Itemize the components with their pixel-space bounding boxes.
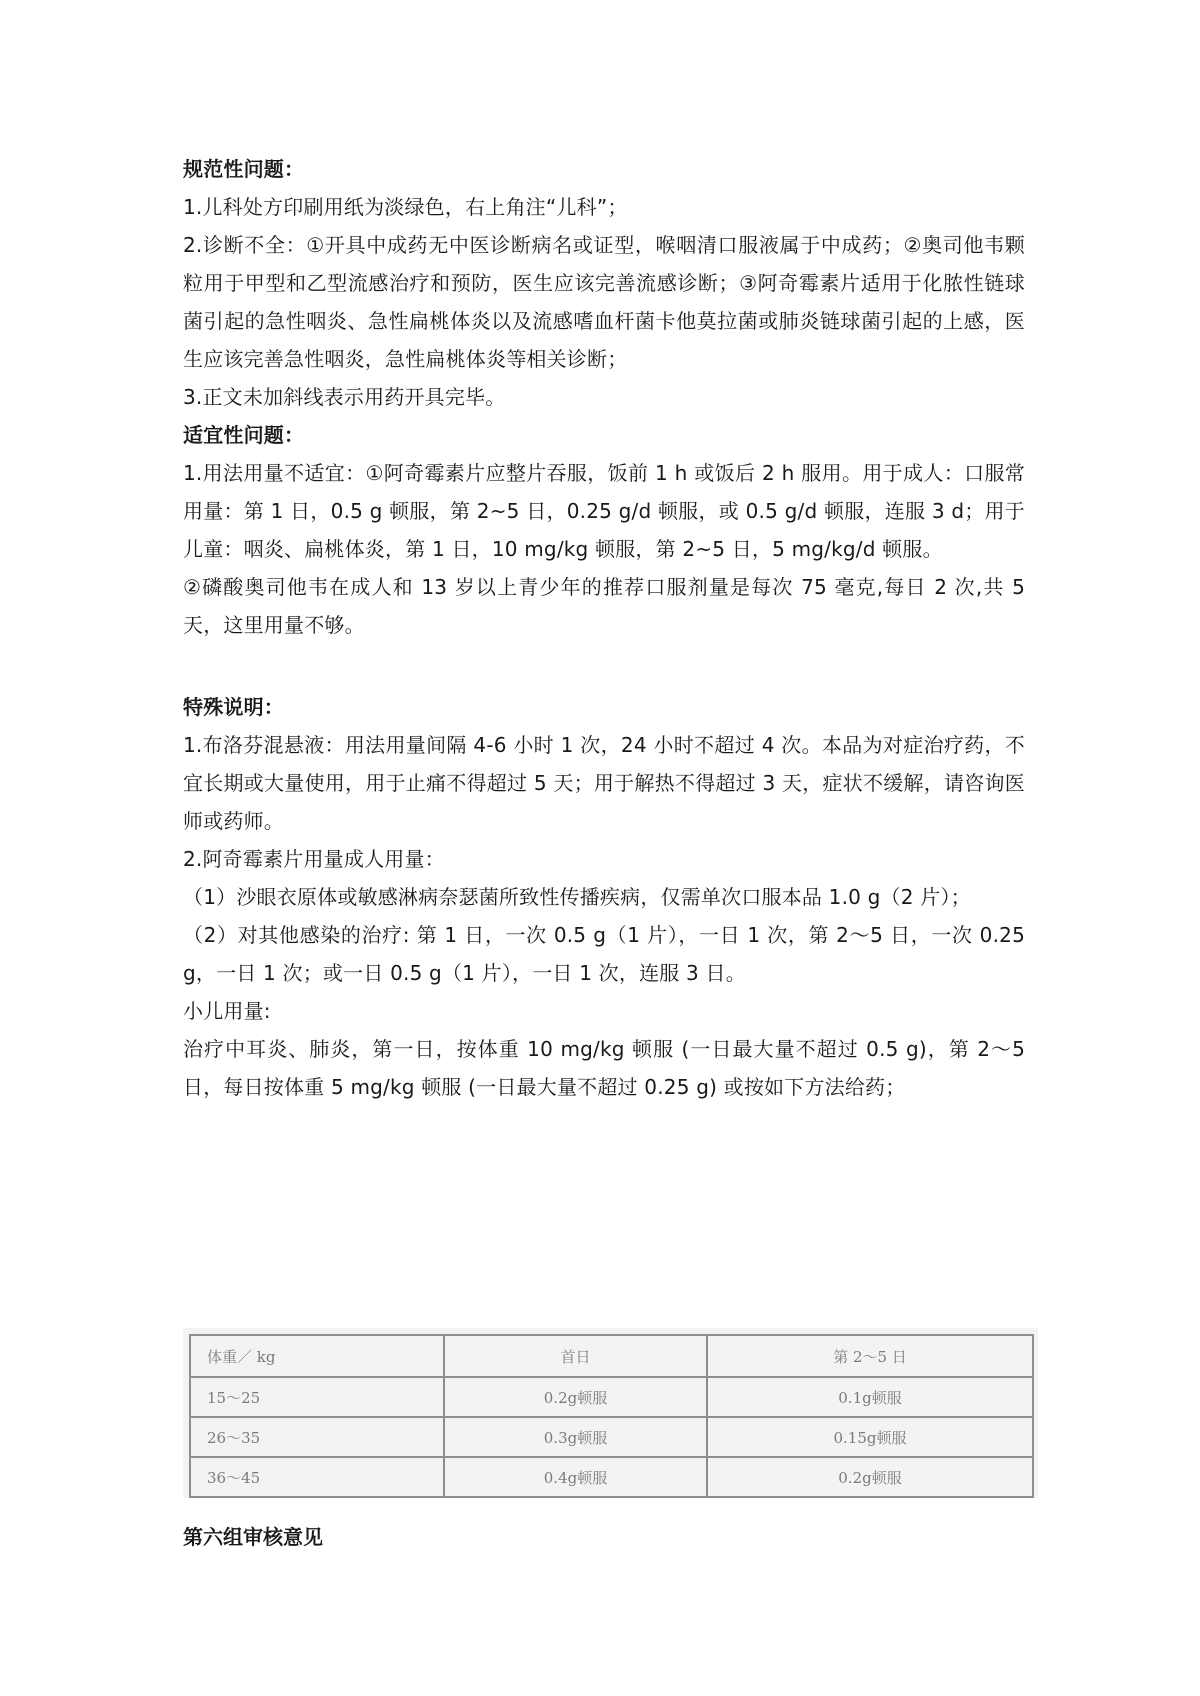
section-heading-special-notes: 特殊说明： — [183, 695, 284, 719]
footer-heading: 第六组审核意见 — [183, 1525, 323, 1549]
table-header-cell: 第 2～5 日 — [707, 1335, 1033, 1377]
paragraph: 3.正文未加斜线表示用药开具完毕。 — [183, 385, 506, 409]
paragraph: ②磷酸奥司他韦在成人和 13 岁以上青少年的推荐口服剂量是每次 75 毫克,每日 2 次,共 5 天，这里用量不够。 — [183, 575, 1025, 637]
table-header-cell: 首日 — [444, 1335, 707, 1377]
dose-table — [189, 1334, 1034, 1498]
paragraph: 2.阿奇霉素片用量成人用量： — [183, 847, 445, 871]
paragraph: 2.诊断不全：①开具中成药无中医诊断病名或证型，喉咽清口服液属于中成药；②奥司他韦颗粒用于甲型和乙型流感治疗和预防，医生应该完善流感诊断；③阿奇霉素片适用于化脓性链球菌引起的急性咽炎、急性扁桃体炎以及流感嗜血杆菌卡他莫拉菌或肺炎链球菌引起的上感，医生应该完善急性咽炎，急性扁桃体炎等相关诊断； — [183, 233, 1025, 371]
table-cell: 0.15g顿服 — [707, 1417, 1033, 1457]
dose-table-image — [183, 1328, 1038, 1498]
table-cell: 0.1g顿服 — [707, 1377, 1033, 1417]
paragraph: （2）对其他感染的治疗: 第 1 日，一次 0.5 g（1 片），一日 1 次，第 2～5 日，一次 0.25 g，一日 1 次；或一日 0.5 g（1 片），一日 1 次，连服 3 日。 — [183, 923, 1025, 985]
table-row — [190, 1377, 1033, 1417]
spacer — [183, 644, 1025, 688]
paragraph: 小儿用量: — [183, 999, 271, 1023]
paragraph: （1）沙眼衣原体或敏感淋病奈瑟菌所致性传播疾病，仅需单次口服本品 1.0 g（2 片）； — [183, 885, 971, 909]
paragraph: 治疗中耳炎、肺炎，第一日，按体重 10 mg/kg 顿服 (一日最大量不超过 0.5 g)，第 2～5 日，每日按体重 5 mg/kg 顿服 (一日最大量不超过 0.25 g) 或按如下方法给药； — [183, 1037, 1025, 1099]
table-cell: 15～25 — [190, 1377, 444, 1417]
section-heading-suitability: 适宜性问题： — [183, 423, 305, 447]
paragraph: 1.布洛芬混悬液：用法用量间隔 4-6 小时 1 次，24 小时不超过 4 次。本品为对症治疗药，不宜长期或大量使用，用于止痛不得超过 5 天；用于解热不得超过 3 天，症状不缓解，请咨询医师或药师。 — [183, 733, 1025, 833]
table-cell: 0.3g顿服 — [444, 1417, 707, 1457]
table-cell: 36～45 — [190, 1457, 444, 1497]
document-body — [183, 150, 1025, 1106]
table-cell: 26～35 — [190, 1417, 444, 1457]
table-cell: 0.2g顿服 — [444, 1377, 707, 1417]
paragraph: 1.用法用量不适宜：①阿奇霉素片应整片吞服，饭前 1 h 或饭后 2 h 服用。用于成人：口服常用量：第 1 日，0.5 g 顿服，第 2~5 日，0.25 g/d 顿服，或 0.5 g/d 顿服，连服 3 d；用于儿童：咽炎、扁桃体炎，第 1 日，10 mg/kg 顿服，第 2~5 日，5 mg/kg/d 顿服。 — [183, 461, 1025, 561]
paragraph: 1.儿科处方印刷用纸为淡绿色，右上角注“儿科”； — [183, 195, 628, 219]
table-cell: 0.4g顿服 — [444, 1457, 707, 1497]
table-row — [190, 1457, 1033, 1497]
section-heading-normative: 规范性问题： — [183, 157, 305, 181]
table-header-cell: 体重／ kg — [190, 1335, 444, 1377]
table-row — [190, 1417, 1033, 1457]
table-cell: 0.2g顿服 — [707, 1457, 1033, 1497]
table-header-row — [190, 1335, 1033, 1377]
